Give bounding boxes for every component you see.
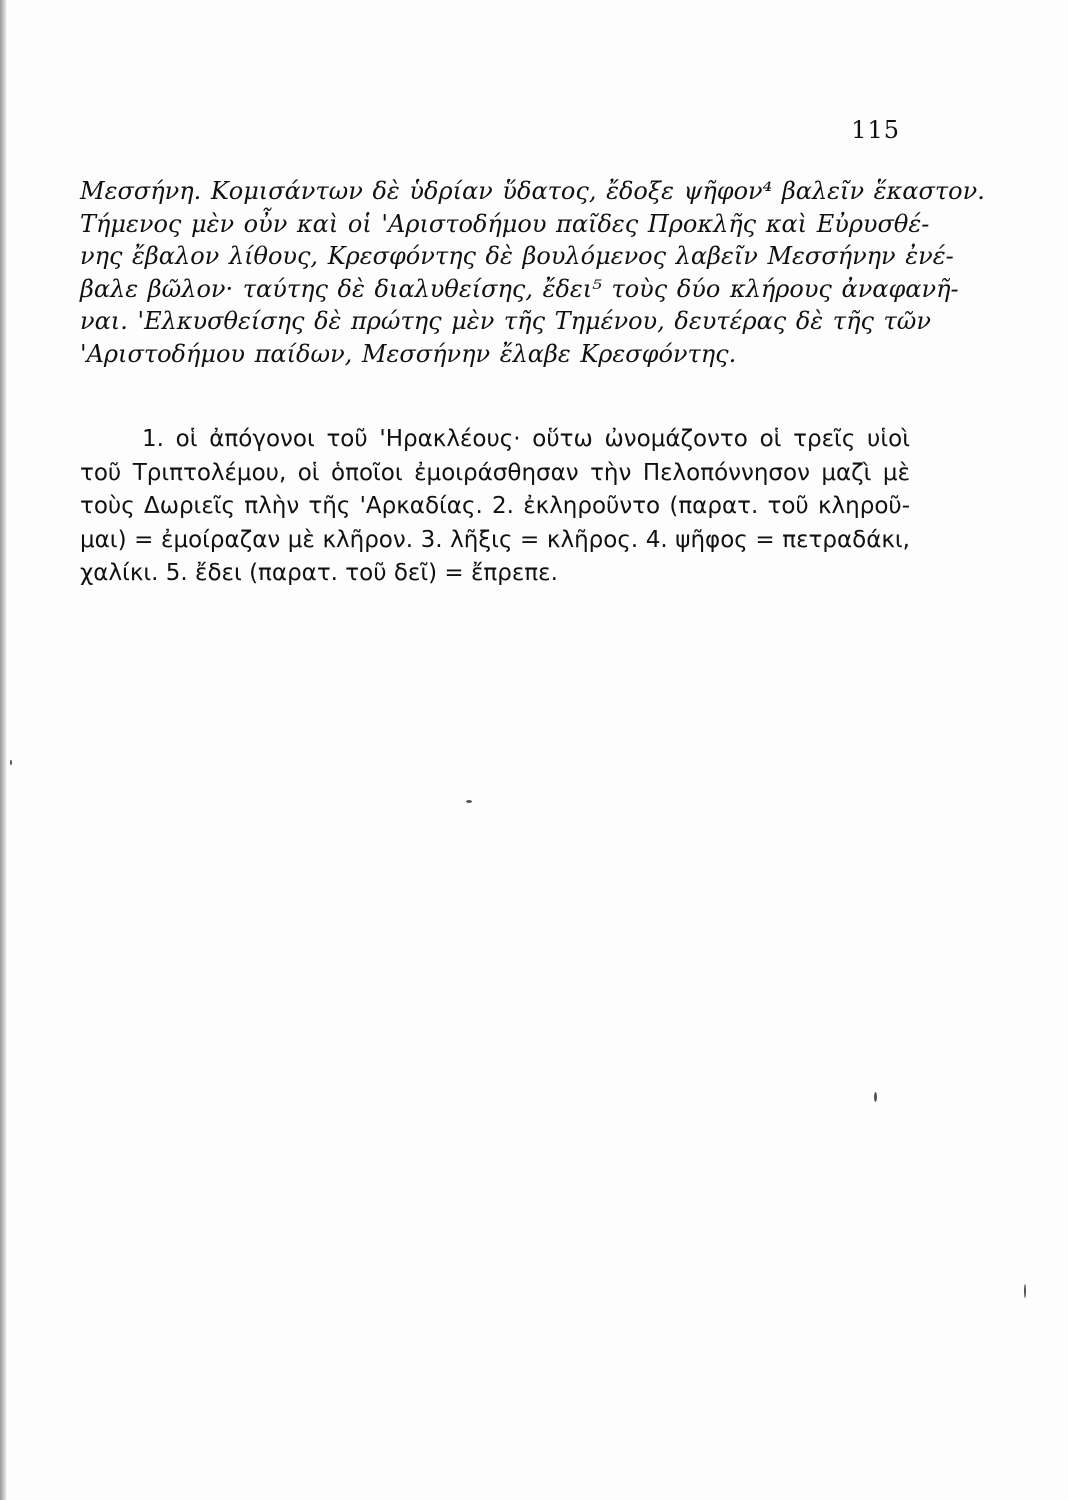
passage-line: 'Αριστοδήμου παίδων, Μεσσήνην ἔλαβε Κρεσφόντης. bbox=[80, 339, 737, 368]
paper-speck bbox=[874, 1092, 877, 1102]
passage-line: ναι. 'Ελκυσθείσης δὲ πρώτης μὲν τῆς Τημένου, δευτέρας δὲ τῆς τῶν bbox=[80, 307, 931, 335]
ancient-greek-passage bbox=[80, 175, 985, 370]
footnote-line: τοὺς Δωριεῖς πλὴν τῆς 'Αρκαδίας. 2. ἐκληροῦντο (παρατ. τοῦ κληροῦ- bbox=[80, 493, 910, 519]
page-number: 115 bbox=[851, 116, 900, 144]
footnote-line: 1. οἱ ἀπόγονοι τοῦ 'Ηρακλέους· οὕτω ὠνομάζοντο οἱ τρεῖς υἱοὶ bbox=[142, 426, 910, 452]
paper-speck bbox=[10, 760, 12, 765]
passage-line: Μεσσήνη. Κομισάντων δὲ ὑδρίαν ὕδατος, ἔδοξε ψῆφον⁴ βαλεῖν ἕκαστον. bbox=[80, 177, 985, 205]
paper-speck bbox=[1024, 1284, 1026, 1298]
passage-line: βαλε βῶλον· ταύτης δὲ διαλυθείσης, ἔδει⁵ τοὺς δύο κλήρους ἀναφανῆ- bbox=[80, 274, 959, 303]
paper-speck bbox=[466, 800, 472, 803]
footnote-line: τοῦ Τριπτολέμου, οἱ ὁποῖοι ἐμοιράσθησαν τὴν Πελοπόννησον μαζὶ μὲ bbox=[80, 459, 910, 486]
footnote-line: χαλίκι. 5. ἔδει (παρατ. τοῦ δεῖ) = ἔπρεπε. bbox=[80, 560, 558, 586]
passage-line: νης ἔβαλον λίθους, Κρεσφόντης δὲ βουλόμενος λαβεῖν Μεσσήνην ἐνέ- bbox=[80, 242, 954, 270]
page-binding-shadow bbox=[0, 0, 7, 1500]
footnote-line: μαι) = ἐμοίραζαν μὲ κλῆρον. 3. λῆξις = κλῆρος. 4. ψῆφος = πετραδάκι, bbox=[80, 526, 910, 553]
footnotes bbox=[80, 423, 910, 591]
passage-line: Τήμενος μὲν οὖν καὶ οἱ 'Αριστοδήμου παῖδες Προκλῆς καὶ Εὐρυσθέ- bbox=[80, 209, 930, 238]
